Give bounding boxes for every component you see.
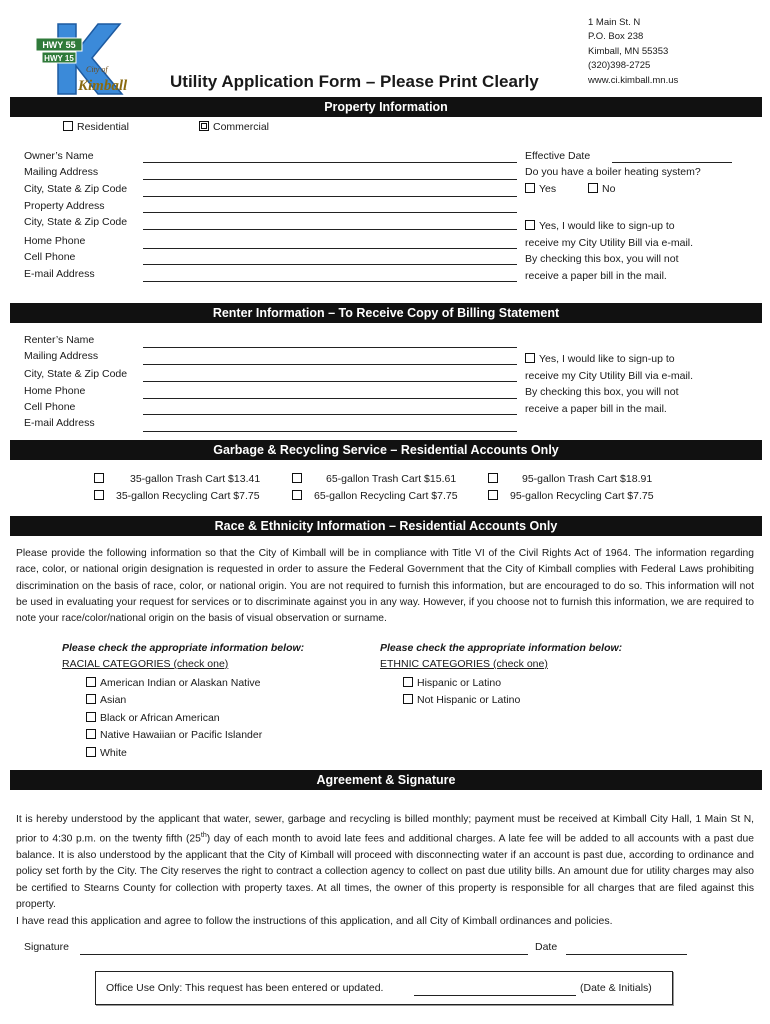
- date-label: Date: [535, 941, 558, 953]
- renter-city-state-zip-label: City, State & Zip Code: [24, 368, 128, 380]
- home-phone-label: Home Phone: [24, 235, 86, 247]
- agreement-heading: Agreement & Signature: [10, 770, 762, 790]
- ethnic-categories-label: ETHNIC CATEGORIES (check one): [380, 658, 548, 670]
- renter-home-phone-field[interactable]: [143, 398, 517, 399]
- garbage-heading: Garbage & Recycling Service – Residential Accounts Only: [10, 440, 762, 460]
- owner-name-label: Owner’s Name: [24, 150, 94, 162]
- agreement-acknowledgement: I have read this application and agree to follow the instructions of this application, and all City of Kimball ordinances and policies.: [16, 915, 613, 927]
- trash-95-option[interactable]: 95-gallon Trash Cart $18.91: [488, 471, 654, 488]
- signature-field[interactable]: [80, 954, 528, 955]
- renter-heading: Renter Information – To Receive Copy of Billing Statement: [10, 303, 762, 323]
- renter-cell-phone-field[interactable]: [143, 414, 517, 415]
- home-phone-field[interactable]: [143, 248, 517, 249]
- office-use-suffix: (Date & Initials): [580, 982, 652, 994]
- recycle-65-option[interactable]: 65-gallon Recycling Cart $7.75: [292, 488, 458, 505]
- date-field[interactable]: [566, 954, 687, 955]
- city-state-zip-field[interactable]: [143, 196, 517, 197]
- boiler-yes-checkbox[interactable]: [525, 183, 535, 193]
- property-city-state-zip-label: City, State & Zip Code: [24, 216, 128, 228]
- race-option[interactable]: Black or African American: [86, 710, 262, 727]
- trash-35-option[interactable]: 35-gallon Trash Cart $13.41: [94, 471, 260, 488]
- renter-ebill-checkbox[interactable]: [525, 353, 535, 363]
- logo-hwy55: HWY 55: [42, 40, 76, 50]
- residential-option[interactable]: Residential: [63, 121, 129, 133]
- race-checkbox[interactable]: [86, 694, 96, 704]
- owner-name-field[interactable]: [143, 162, 517, 163]
- signature-label: Signature: [24, 941, 69, 953]
- recycle-35-checkbox[interactable]: [94, 490, 104, 500]
- address-line: (320)398-2725: [588, 60, 651, 72]
- recycle-65-checkbox[interactable]: [292, 490, 302, 500]
- garbage-column-65: [292, 471, 458, 504]
- owner-ebill-signup[interactable]: Yes, I would like to sign-up to receive my City Utility Bill via e-mail. By checking this box, you will not receive a paper bill in the mail.: [525, 220, 694, 282]
- cell-phone-field[interactable]: [143, 264, 517, 265]
- office-use-box: [95, 971, 673, 1005]
- residential-checkbox[interactable]: [63, 121, 73, 131]
- agreement-paragraph: It is hereby understood by the applicant that water, sewer, garbage and recycling is billed monthly; payment must be received at Kimball City Hall, 1 Main St N, prior to 4:30 p.m. on the twenty fifth (25th) day of each month to avoid late fees and additional charges. A late fee will be added to all accounts with a past due balance. It is also understood by the applicant that the City of Kimball will proceed with disconnecting water if an account is past due, according to ordinance and policy set forth by the City. The City reserves the right to contract a collection agency to collect on past due utility bills. An amount due for utility charges may also be certified to Stearns County for collection with property taxes. At all times, the owner of this property is responsible for all charges that are filed against this property.: [16, 814, 754, 910]
- race-checkbox[interactable]: [86, 747, 96, 757]
- owner-ebill-checkbox[interactable]: [525, 220, 535, 230]
- boiler-no-checkbox[interactable]: [588, 183, 598, 193]
- form-title: Utility Application Form – Please Print Clearly: [170, 72, 539, 91]
- property-address-field[interactable]: [143, 212, 517, 213]
- renter-name-field[interactable]: [143, 347, 517, 348]
- renter-name-label: Renter’s Name: [24, 334, 95, 346]
- address-line: P.O. Box 238: [588, 31, 644, 43]
- race-option[interactable]: White: [86, 745, 262, 762]
- logo-city-of: City of: [86, 65, 108, 74]
- property-address-label: Property Address: [24, 200, 105, 212]
- trash-65-checkbox[interactable]: [292, 473, 302, 483]
- renter-mailing-label: Mailing Address: [24, 350, 99, 362]
- race-option[interactable]: Asian: [86, 692, 262, 709]
- address-line: 1 Main St. N: [588, 17, 641, 28]
- ethnic-prompt: Please check the appropriate information below:: [380, 642, 623, 654]
- trash-65-option[interactable]: 65-gallon Trash Cart $15.61: [292, 471, 458, 488]
- renter-email-label: E-mail Address: [24, 417, 95, 429]
- website-link: www.ci.kimball.mn.us: [588, 74, 679, 86]
- racial-categories-label: RACIAL CATEGORIES (check one): [62, 658, 229, 670]
- city-state-zip-label: City, State & Zip Code: [24, 183, 128, 195]
- boiler-yes-option[interactable]: Yes: [525, 183, 556, 195]
- race-heading: Race & Ethnicity Information – Residential Accounts Only: [10, 516, 762, 536]
- trash-35-checkbox[interactable]: [94, 473, 104, 483]
- property-heading: Property Information: [10, 97, 762, 117]
- email-label: E-mail Address: [24, 268, 95, 280]
- recycle-35-option[interactable]: 35-gallon Recycling Cart $7.75: [94, 488, 260, 505]
- race-option[interactable]: Native Hawaiian or Pacific Islander: [86, 727, 262, 744]
- address-line: Kimball, MN 55353: [588, 45, 669, 57]
- ethnic-options: [403, 675, 520, 710]
- city-logo: [36, 22, 134, 96]
- ethnic-option[interactable]: Not Hispanic or Latino: [403, 692, 520, 709]
- renter-home-phone-label: Home Phone: [24, 385, 86, 397]
- city-address: [588, 16, 678, 88]
- race-checkbox[interactable]: [86, 729, 96, 739]
- effective-date-field[interactable]: [612, 162, 732, 163]
- mailing-address-label: Mailing Address: [24, 166, 99, 178]
- office-use-field[interactable]: [414, 995, 576, 996]
- boiler-no-option[interactable]: No: [588, 183, 615, 195]
- recycle-95-checkbox[interactable]: [488, 490, 498, 500]
- garbage-column-35: [94, 471, 260, 504]
- ethnic-checkbox[interactable]: [403, 677, 413, 687]
- trash-95-checkbox[interactable]: [488, 473, 498, 483]
- cell-phone-label: Cell Phone: [24, 251, 76, 263]
- race-paragraph: Please provide the following information so that the City of Kimball will be in compliance with Title VI of the Civil Rights Act of 1964. The information regarding race, color, or national origin designation is requested in order to assure the Federal Government that the City of Kimball complies with Federal Laws prohibiting discrimination on the basis of race, color, or national origin. You are not required to furnish this information, but are encouraged to do so. This information will not be used in evaluating your request for services or to discriminate against you in any way. However, if you choose not to furnish this information, we are required to note your race/color/national origin on the basis of visual observation or surname.: [16, 548, 754, 625]
- race-checkbox[interactable]: [86, 712, 96, 722]
- property-city-state-zip-field[interactable]: [143, 229, 517, 230]
- renter-cell-phone-label: Cell Phone: [24, 401, 76, 413]
- commercial-checkbox[interactable]: [199, 121, 209, 131]
- effective-date-label: Effective Date: [525, 150, 591, 162]
- logo-kimball: Kimball: [78, 78, 128, 94]
- renter-email-field[interactable]: [143, 431, 517, 432]
- mailing-address-field[interactable]: [143, 179, 517, 180]
- race-checkbox[interactable]: [86, 677, 96, 687]
- garbage-column-95: [488, 471, 654, 504]
- recycle-95-option[interactable]: 95-gallon Recycling Cart $7.75: [488, 488, 654, 505]
- boiler-question: Do you have a boiler heating system?: [525, 166, 701, 178]
- racial-prompt: Please check the appropriate information below:: [62, 642, 305, 654]
- renter-city-state-zip-field[interactable]: [143, 381, 517, 382]
- ethnic-checkbox[interactable]: [403, 694, 413, 704]
- ethnic-option[interactable]: Hispanic or Latino: [403, 675, 520, 692]
- renter-mailing-field[interactable]: [143, 364, 517, 365]
- email-field[interactable]: [143, 281, 517, 282]
- office-use-text: Office Use Only: This request has been entered or updated.: [106, 982, 384, 994]
- commercial-option[interactable]: Commercial: [199, 121, 269, 133]
- logo-hwy15: HWY 15: [44, 54, 74, 63]
- race-option[interactable]: American Indian or Alaskan Native: [86, 675, 262, 692]
- renter-ebill-signup[interactable]: Yes, I would like to sign-up to receive my City Utility Bill via e-mail. By checking this box, you will not receive a paper bill in the mail.: [525, 353, 694, 415]
- racial-options: [86, 675, 262, 762]
